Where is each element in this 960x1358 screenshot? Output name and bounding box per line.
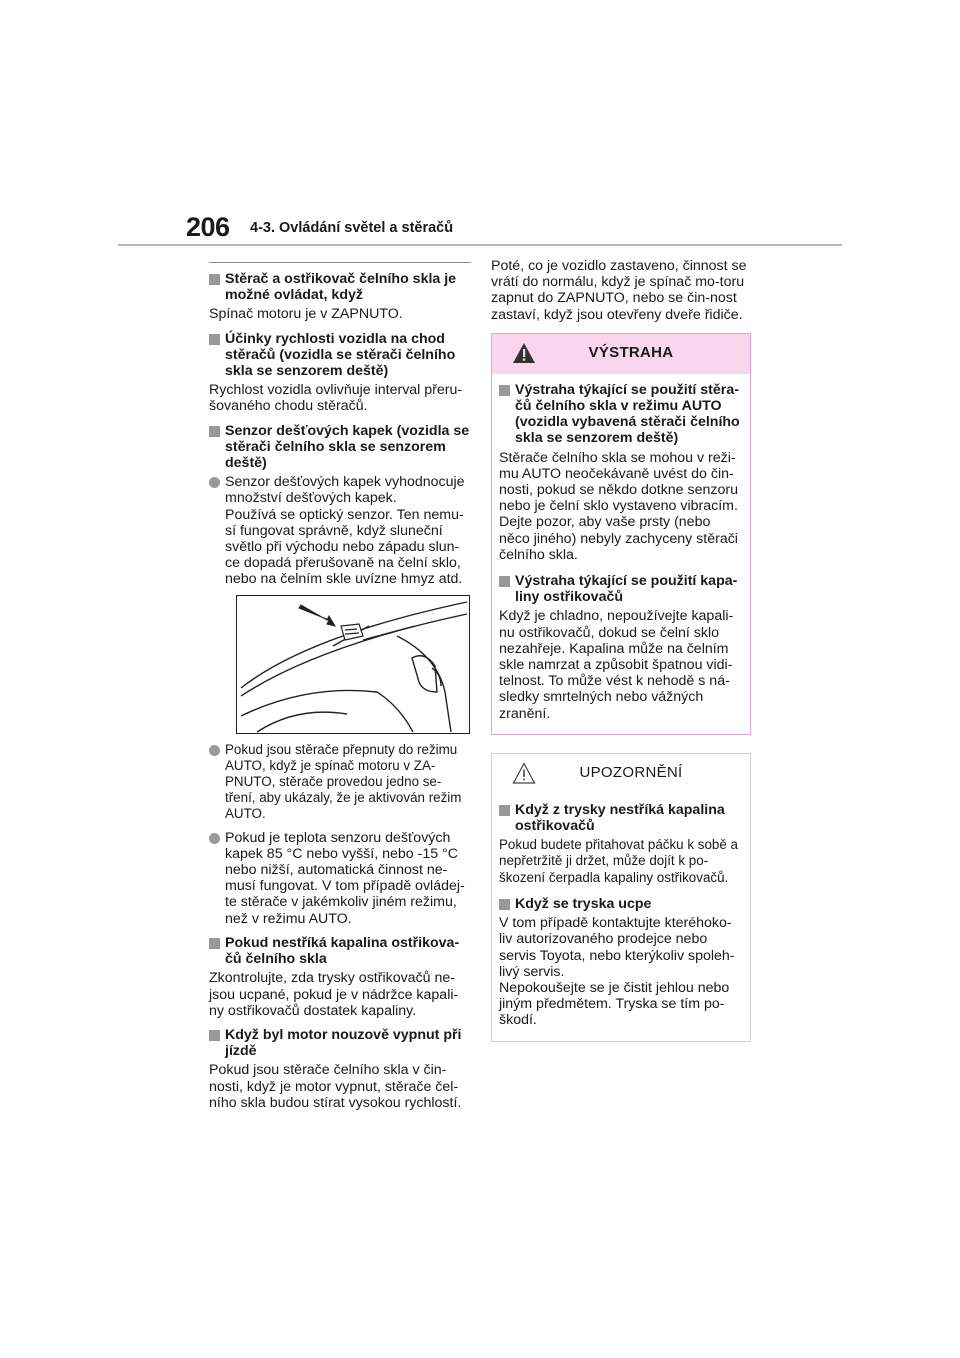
warning-title: VÝSTRAHA — [588, 343, 674, 361]
square-bullet-icon — [499, 805, 510, 816]
caution-box-header — [492, 754, 750, 794]
bullet-item: Senzor dešťových kapek vyhodnocuje množství dešťových kapek. Používá se optický senzor. Ten nemu-sí fungovat správně, když sluneční světlo při východu nebo západu slun-ce dopadá přerušovaně na čelní sklo, nebo na čelním skle uvízne hmyz atd. — [209, 474, 471, 587]
section-title: 4-3. Ovládání světel a stěračů — [250, 220, 454, 236]
page-number: 206 — [186, 212, 230, 242]
square-bullet-icon — [209, 426, 220, 437]
square-bullet-icon — [209, 1030, 220, 1041]
round-bullet-icon — [209, 745, 220, 756]
paragraph: Stěrače čelního skla se mohou v reži-mu AUTO neočekávaně uvést do čin-nosti, pokud se někdo dotkne senzoru nebo je čelní sklo vystaveno vibracím. Dejte pozor, aby vaše prsty (nebo něco jiného) nebyly zachyceny stěrači čelního skla. — [499, 449, 738, 563]
windshield-rain-sensor-illustration — [236, 595, 470, 734]
warning-box-body — [492, 374, 750, 734]
paragraph: Spínač motoru je v ZAPNUTO. — [209, 306, 403, 323]
heading-washer-fluid: Pokud nestříká kapalina ostřikova-čů čelního skla — [209, 935, 471, 967]
paragraph: V tom případě kontaktujte kteréhoko-liv autorizovaného prodejce nebo servis Toyota, nebo kterýkoliv spoleh-livý servis. Nepokoušejte se je čistit jehlou nebo jiným předmětem. Tryska se tím po-škodí. — [499, 915, 735, 1029]
heading-nozzle-no-spray: Když z trysky nestříká kapalina ostřikovačů — [499, 802, 742, 834]
heading-emergency-stop: Když byl motor nouzově vypnut při jízdě — [209, 1027, 471, 1059]
caution-title: UPOZORNĚNÍ — [579, 763, 683, 781]
paragraph: Pokud budete přitahovat páčku k sobě a nepřetržitě ji držet, může dojít k po-škození čerpadla kapaliny ostřikovačů. — [499, 837, 738, 885]
heading-auto-mode-warning: Výstraha týkající se použití stěra-čů čelního skla v režimu AUTO (vozidla vybavená stěrači čelního skla se senzorem deště) — [499, 382, 742, 447]
round-bullet-icon — [209, 833, 220, 844]
paragraph: Když je chladno, nepoužívejte kapali-nu ostřikovačů, dokud se čelní sklo nezahřeje. Kapalina může na čelním skle namrzat a způsobit špatnou vidi-telnost. To může vést k nehodě s ná-sledky smrtelných nebo vážných zranění. — [499, 608, 734, 722]
square-bullet-icon — [499, 576, 510, 587]
windshield-sensor-drawing — [237, 596, 469, 733]
column-top-divider — [209, 262, 471, 263]
paragraph: Poté, co je vozidlo zastaveno, činnost se vrátí do normálu, když je spínač mo-toru zapnut do ZAPNUTO, nebo se čin-nost zastaví, když jsou otevřeny dveře řidiče. — [491, 258, 747, 323]
warning-box — [491, 333, 751, 735]
warning-box-header — [492, 334, 750, 374]
square-bullet-icon — [209, 274, 220, 285]
heading-rain-sensor: Senzor dešťových kapek (vozidla se stěrači čelního skla se senzorem deště) — [209, 423, 471, 472]
square-bullet-icon — [209, 334, 220, 345]
round-bullet-icon — [209, 477, 220, 488]
heading-nozzle-clogged: Když se tryska ucpe — [499, 896, 742, 912]
heading-wiper-operation: Stěrač a ostřikovač čelního skla je možné ovládat, když — [209, 271, 471, 303]
bullet-item: Pokud je teplota senzoru dešťových kapek 85 °C nebo vyšší, nebo -15 °C nebo nižší, automatická činnost ne-musí fungovat. V tom případě ovládej-te stěrače v jakémkoliv jiném režimu, než v režimu AUTO. — [209, 830, 471, 927]
paragraph: Zkontrolujte, zda trysky ostřikovačů ne-jsou ucpané, pokud je v nádržce kapali-ny ostřikovačů dostatek kapaliny. — [209, 970, 459, 1019]
right-column — [491, 258, 751, 1042]
heading-washer-fluid-warning: Výstraha týkající se použití kapa-liny ostřikovačů — [499, 573, 742, 605]
heading-vehicle-speed: Účinky rychlosti vozidla na chod stěračů (vozidla se stěrači čelního skla se senzorem deště) — [209, 331, 471, 380]
square-bullet-icon — [499, 385, 510, 396]
bullet-item: Pokud jsou stěrače přepnuty do režimu AUTO, když je spínač motoru v ZA-PNUTO, stěrače provedou jedno se-tření, aby ukázaly, že je aktivován režim AUTO. — [209, 742, 471, 823]
caution-box — [491, 753, 751, 1042]
header-divider — [118, 244, 842, 246]
square-bullet-icon — [209, 938, 220, 949]
caution-box-body — [492, 794, 750, 1041]
left-column — [209, 262, 471, 1115]
square-bullet-icon — [499, 899, 510, 910]
paragraph: Pokud jsou stěrače čelního skla v čin-nosti, když je motor vypnut, stěrače čel-ního skla budou stírat vysokou rychlostí. — [209, 1062, 462, 1111]
paragraph: Rychlost vozidla ovlivňuje interval přeru-šovaného chodu stěračů. — [209, 382, 463, 415]
